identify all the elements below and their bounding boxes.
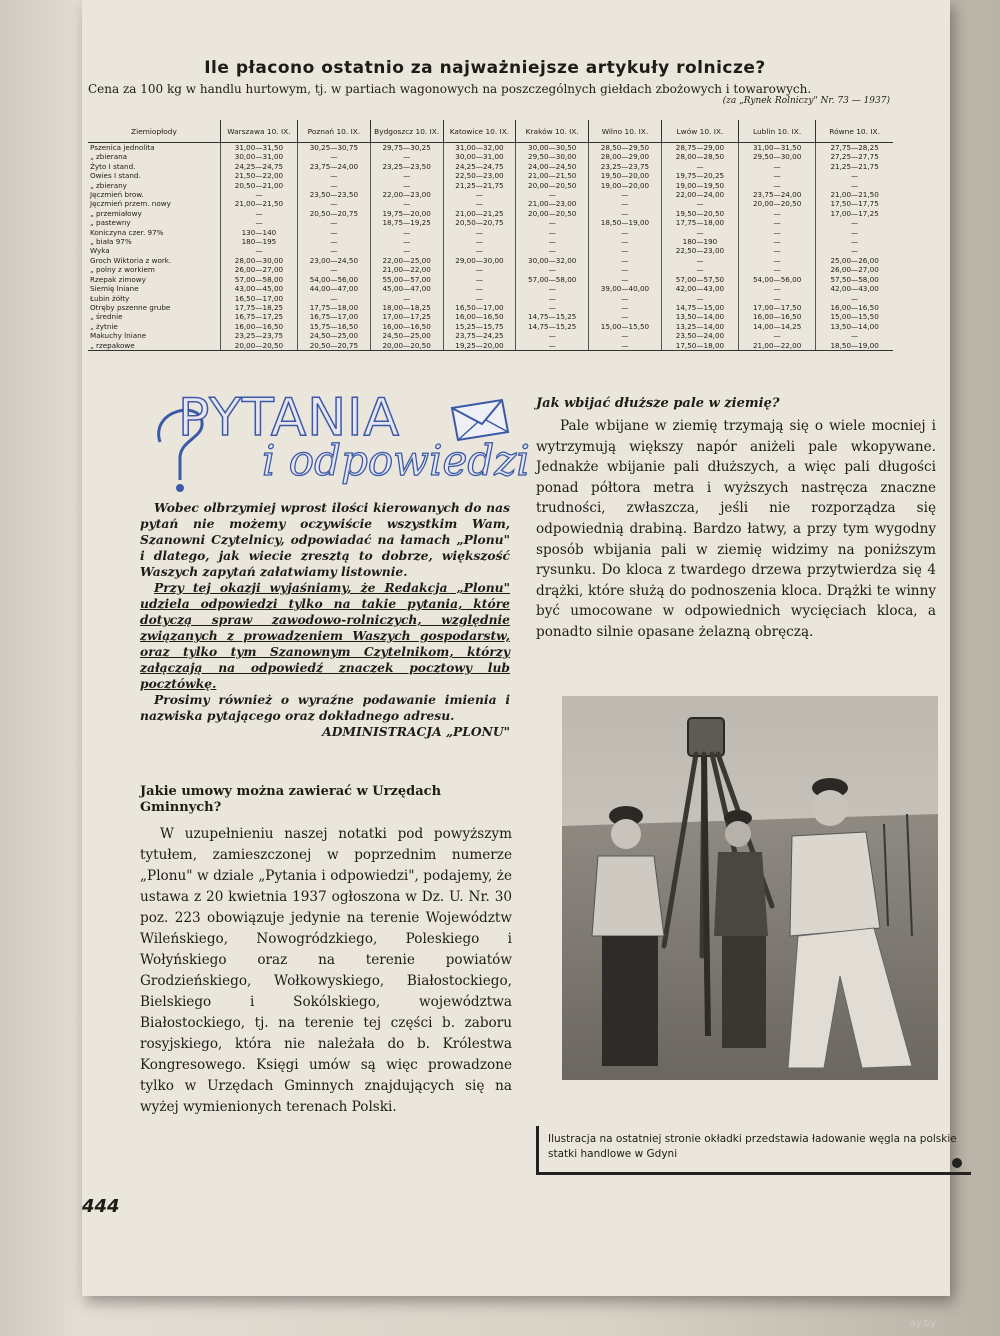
price-cell: — bbox=[443, 294, 516, 303]
intro-paragraph-2: Przy tej okazji wyjaśniamy, że Redakcja „Plonu" udziela odpowiedzi tylko na takie pytania, które dotyczą spraw zawodowo-rolniczych, względnie związanych z prowadzeniem Waszych gospodarstw, oraz tylko tym Szanownym Czytelnikom, którzy załączają na odpowiedź znaczek pocztowy lub pocztówkę. bbox=[140, 580, 510, 691]
price-cell: — bbox=[220, 246, 297, 255]
price-cell: — bbox=[816, 331, 893, 340]
price-cell: — bbox=[589, 209, 662, 218]
price-cell: 23,75—24,00 bbox=[739, 190, 816, 199]
price-cell: — bbox=[298, 246, 371, 255]
price-cell: — bbox=[516, 341, 589, 351]
price-cell: — bbox=[816, 171, 893, 180]
product-name-cell: „ zbierana bbox=[90, 152, 128, 162]
price-cell: 19,00—19,50 bbox=[661, 181, 738, 190]
table-row bbox=[88, 143, 893, 153]
price-cell: — bbox=[589, 331, 662, 340]
price-cell: — bbox=[443, 228, 516, 237]
product-name-cell: Pszenica jednolita bbox=[90, 143, 155, 152]
table-row bbox=[88, 265, 893, 274]
price-cell: — bbox=[816, 228, 893, 237]
price-cell: 21,00—22,00 bbox=[739, 341, 816, 351]
price-cell: 15,00—15,50 bbox=[816, 312, 893, 321]
table-row bbox=[88, 237, 893, 246]
caption-bullet bbox=[952, 1158, 962, 1168]
price-cell: 15,25—15,75 bbox=[443, 322, 516, 331]
price-cell: 29,50—30,00 bbox=[739, 152, 816, 161]
intro-paragraph-3: Prosimy również o wyraźne podawanie imienia i nazwiska pytającego oraz dokładnego adresu. bbox=[140, 692, 510, 723]
price-cell: 16,50—17,00 bbox=[443, 303, 516, 312]
product-name-cell: Jęczmień brow. bbox=[90, 190, 144, 200]
price-cell: 27,25—27,75 bbox=[816, 152, 893, 161]
right-article-body bbox=[536, 416, 936, 643]
price-cell: — bbox=[443, 275, 516, 284]
price-cell: — bbox=[443, 265, 516, 274]
price-cell: — bbox=[516, 284, 589, 293]
price-cell: — bbox=[298, 199, 371, 208]
price-cell: 13,50—14,00 bbox=[816, 322, 893, 331]
price-cell: 20,00—20,50 bbox=[516, 181, 589, 190]
price-cell: 23,25—23,75 bbox=[589, 162, 662, 171]
price-cell: 24,50—25,00 bbox=[370, 331, 443, 340]
price-cell: 22,00—25,00 bbox=[370, 256, 443, 265]
price-cell: 17,75—18,00 bbox=[298, 303, 371, 312]
price-cell: 21,00—22,00 bbox=[370, 265, 443, 274]
table-row bbox=[88, 303, 893, 312]
product-name-cell: „ średnie bbox=[90, 312, 123, 322]
column-header-city: Wilno 10. IX. bbox=[589, 120, 662, 143]
price-cell: — bbox=[298, 152, 371, 161]
price-cell: 28,75—29,00 bbox=[661, 143, 738, 153]
price-cell: — bbox=[443, 199, 516, 208]
price-cell: — bbox=[589, 199, 662, 208]
price-cell: 26,00—27,00 bbox=[816, 265, 893, 274]
price-cell: 21,25—21,75 bbox=[816, 162, 893, 171]
product-name-cell: „ pastewny bbox=[90, 218, 131, 228]
price-cell: 57,00—58,00 bbox=[220, 275, 297, 284]
price-cell: 180—195 bbox=[220, 237, 297, 246]
price-cell: 20,00—20,50 bbox=[370, 341, 443, 351]
price-cell: — bbox=[443, 284, 516, 293]
price-cell: — bbox=[661, 228, 738, 237]
logo-line1: PYTANIA bbox=[178, 388, 401, 448]
price-cell: 24,25—24,75 bbox=[443, 162, 516, 171]
price-cell: 18,50—19,00 bbox=[816, 341, 893, 351]
price-cell: — bbox=[516, 228, 589, 237]
price-cell: — bbox=[816, 237, 893, 246]
price-cell: — bbox=[516, 246, 589, 255]
product-name-cell: Jęczmień przem. nowy bbox=[90, 199, 171, 209]
table-row bbox=[88, 199, 893, 208]
price-table bbox=[88, 120, 893, 351]
price-cell: — bbox=[589, 237, 662, 246]
table-row bbox=[88, 256, 893, 265]
price-cell: 20,50—20,75 bbox=[443, 218, 516, 227]
column-header-city: Równe 10. IX. bbox=[816, 120, 893, 143]
price-cell: — bbox=[589, 256, 662, 265]
table-row bbox=[88, 246, 893, 255]
product-name-cell: Owies I stand. bbox=[90, 171, 141, 181]
column-header-city: Kraków 10. IX. bbox=[516, 120, 589, 143]
logo-line2: i odpowiedzi bbox=[262, 436, 530, 485]
price-cell: 20,50—21,00 bbox=[220, 181, 297, 190]
price-cell: — bbox=[589, 265, 662, 274]
price-cell: 28,00—28,50 bbox=[661, 152, 738, 161]
price-cell: — bbox=[589, 312, 662, 321]
price-table-title: Ile płacono ostatnio za najważniejsze artykuły rolnicze? bbox=[204, 58, 766, 78]
price-cell: — bbox=[739, 218, 816, 227]
intro-paragraph-1: Wobec olbrzymiej wprost ilości kierowanych do nas pytań nie możemy oczywiście wszystkim Wam, Szanowni Czytelnicy, odpowiadać na łamach „Plonu" i dlatego, jak wiecie zresztą to dobrze, większość Waszych zapytań załatwiamy listownie. bbox=[140, 500, 510, 579]
price-cell: — bbox=[298, 265, 371, 274]
price-cell: 14,75—15,25 bbox=[516, 312, 589, 321]
price-cell: 21,00—21,50 bbox=[816, 190, 893, 199]
price-cell: 17,75—18,25 bbox=[220, 303, 297, 312]
price-cell: — bbox=[370, 152, 443, 161]
price-cell: 27,75—28,25 bbox=[816, 143, 893, 153]
product-name-cell: Otręby pszenne grube bbox=[90, 302, 171, 312]
pile-driving-photo bbox=[562, 696, 938, 1080]
price-cell: 24,00—24,50 bbox=[516, 162, 589, 171]
price-cell: — bbox=[589, 228, 662, 237]
price-cell: 31,00—31,50 bbox=[739, 143, 816, 153]
price-cell: 18,00—18,25 bbox=[370, 303, 443, 312]
price-cell: 23,75—24,25 bbox=[443, 331, 516, 340]
right-article-paragraph: Pale wbijane w ziemię trzymają się o wiele mocniej i wytrzymują większy napór aniżeli pale wkopywane. Jednakże wbijanie pali dłuższych, a więc pali długości ponad półtora metra i wyższych nastręcza znaczne trudności, zwłaszcza, jeśli nie rozporządza się odpowiednią drabiną. Bardzo łatwy, a przy tym wygodny sposób wbijania pali w ziemię widzimy na poniższym rysunku. Do kloca z twardego drzewa przytwierdza się 4 drążki, które służą do podnoszenia kloca. Drążki te winny być umocowane w odpowiednich wycięciach kloca, a ponadto silnie opasane żelazną obręczą. bbox=[536, 418, 936, 640]
table-row bbox=[88, 152, 893, 161]
price-cell: 57,50—58,00 bbox=[816, 275, 893, 284]
price-cell: 17,50—17,75 bbox=[816, 199, 893, 208]
price-cell: — bbox=[516, 218, 589, 227]
table-row bbox=[88, 209, 893, 218]
price-cell: 54,00—56,00 bbox=[298, 275, 371, 284]
price-cell: 23,50—23,50 bbox=[298, 190, 371, 199]
left-article-paragraph: W uzupełnieniu naszej notatki pod powyższym tytułem, zamieszczonej w poprzednim numerze „Plonu" w dziale „Pytania i odpowiedzi", podajemy, że ustawa z 20 kwietnia 1937 ogłoszona w Dz. U. Nr. 30 poz. 223 obowiązuje jedynie na terenie Województw Wileńskiego, Nowogródzkiego, Poleskiego i Wołyńskiego oraz na terenie powiatów Grodzieńskiego, Wołkowyskiego, Białostockiego, Bielskiego i Sokólskiego, województwa Białostockiego, tj. na terenie tej części b. zaboru rosyjskiego, która nie należała do b. Królestwa Kongresowego. Księgi umów są więc prowadzone tylko w Urzędach Gminnych znajdujących się na wyżej wymienionych terenach Polski. bbox=[140, 826, 512, 1115]
price-cell: — bbox=[739, 237, 816, 246]
product-name-cell: „ żytnie bbox=[90, 321, 118, 331]
table-row bbox=[88, 284, 893, 293]
price-cell: 20,00—20,50 bbox=[220, 341, 297, 351]
price-cell: — bbox=[370, 199, 443, 208]
price-cell: — bbox=[739, 228, 816, 237]
price-cell: — bbox=[516, 331, 589, 340]
price-cell: 19,50—20,00 bbox=[589, 171, 662, 180]
price-cell: 30,25—30,75 bbox=[298, 143, 371, 153]
intro-notice bbox=[140, 500, 510, 740]
product-name-cell: Rzepak zimowy bbox=[90, 274, 146, 284]
price-table-subtitle: Cena za 100 kg w handlu hurtowym, tj. w partiach wagonowych na poszczególnych giełdach zbożowych i towarowych. bbox=[88, 82, 812, 96]
column-header-city: Poznań 10. IX. bbox=[298, 120, 371, 143]
photo-caption: Ilustracja na ostatniej stronie okładki przedstawia ładowanie węgla na polskie statki handlowe w Gdyni bbox=[548, 1133, 957, 1160]
table-row bbox=[88, 218, 893, 227]
price-cell: 20,50—20,75 bbox=[298, 209, 371, 218]
price-cell: 16,75—17,00 bbox=[298, 312, 371, 321]
price-cell: — bbox=[298, 171, 371, 180]
price-cell: 13,25—14,00 bbox=[661, 322, 738, 331]
product-name-cell: Koniczyna czer. 97% bbox=[90, 227, 164, 237]
price-cell: — bbox=[589, 303, 662, 312]
product-name-cell: Groch Wiktoria z work. bbox=[90, 255, 172, 265]
table-row bbox=[88, 190, 893, 199]
price-cell: — bbox=[298, 181, 371, 190]
product-name-cell: „ polny z workiem bbox=[90, 265, 155, 275]
price-cell: 45,00—47,00 bbox=[370, 284, 443, 293]
price-cell: 14,75—15,00 bbox=[661, 303, 738, 312]
price-cell: 30,00—30,50 bbox=[516, 143, 589, 153]
watermark: ay.by bbox=[910, 1318, 937, 1329]
price-cell: 17,00—17,25 bbox=[370, 312, 443, 321]
price-cell: — bbox=[220, 190, 297, 199]
price-cell: — bbox=[739, 209, 816, 218]
right-article-heading: Jak wbijać dłuższe pale w ziemię? bbox=[536, 396, 780, 411]
price-cell: 23,25—23,75 bbox=[220, 331, 297, 340]
price-cell: 14,00—14,25 bbox=[739, 322, 816, 331]
price-cell: — bbox=[443, 190, 516, 199]
product-name-cell: „ rzepakowe bbox=[88, 341, 220, 351]
table-row bbox=[88, 294, 893, 303]
price-cell: — bbox=[739, 181, 816, 190]
intro-signature: ADMINISTRACJA „PLONU" bbox=[322, 724, 510, 739]
price-cell: 22,00—23,00 bbox=[370, 190, 443, 199]
price-cell: 23,00—24,50 bbox=[298, 256, 371, 265]
price-cell: 24,50—25,00 bbox=[298, 331, 371, 340]
product-name-cell: Łubin żółty bbox=[90, 293, 130, 303]
price-cell: 19,25—20,00 bbox=[443, 341, 516, 351]
price-cell: — bbox=[516, 237, 589, 246]
column-header-city: Warszawa 10. IX. bbox=[220, 120, 297, 143]
envelope-icon bbox=[452, 400, 508, 440]
price-cell: — bbox=[739, 246, 816, 255]
price-cell: 180—190 bbox=[661, 237, 738, 246]
price-cell: 19,75—20,00 bbox=[370, 209, 443, 218]
price-cell: — bbox=[220, 209, 297, 218]
table-row bbox=[88, 275, 893, 284]
price-cell: 21,00—21,25 bbox=[443, 209, 516, 218]
price-cell: — bbox=[589, 246, 662, 255]
price-cell: — bbox=[443, 246, 516, 255]
price-cell: — bbox=[443, 237, 516, 246]
price-cell: 43,00—45,00 bbox=[220, 284, 297, 293]
product-name-cell: „ zbierany bbox=[90, 180, 127, 190]
price-cell: 18,75—19,25 bbox=[370, 218, 443, 227]
price-cell: — bbox=[661, 199, 738, 208]
price-cell: 19,50—20,50 bbox=[661, 209, 738, 218]
price-cell: 22,50—23,00 bbox=[443, 171, 516, 180]
price-cell: 31,00—32,00 bbox=[443, 143, 516, 153]
price-cell: — bbox=[589, 275, 662, 284]
price-cell: — bbox=[298, 218, 371, 227]
product-name-cell: Makuchy lniane bbox=[90, 331, 147, 341]
price-cell: — bbox=[516, 265, 589, 274]
price-cell: 19,00—20,00 bbox=[589, 181, 662, 190]
price-cell: 28,00—30,00 bbox=[220, 256, 297, 265]
table-row bbox=[88, 322, 893, 331]
price-cell: — bbox=[370, 228, 443, 237]
price-cell: 28,50—29,50 bbox=[589, 143, 662, 153]
price-cell: 23,50—24,00 bbox=[661, 331, 738, 340]
price-cell: 17,00—17,50 bbox=[739, 303, 816, 312]
column-header-product: Ziemiopłody bbox=[88, 120, 220, 143]
price-cell: — bbox=[298, 228, 371, 237]
price-cell: — bbox=[589, 190, 662, 199]
price-cell: 57,00—58,00 bbox=[516, 275, 589, 284]
price-cell: 54,00—56,00 bbox=[739, 275, 816, 284]
price-cell: 55,00—57,00 bbox=[370, 275, 443, 284]
price-cell: — bbox=[220, 218, 297, 227]
price-cell: 23,75—24,00 bbox=[298, 162, 371, 171]
price-cell: 21,00—21,50 bbox=[220, 199, 297, 208]
price-cell: 16,00—16,50 bbox=[816, 303, 893, 312]
table-row bbox=[88, 312, 893, 321]
price-cell: 29,00—30,00 bbox=[443, 256, 516, 265]
product-name-cell: Siemię lniane bbox=[90, 284, 139, 294]
price-table-source: (za „Rynek Rolniczy" Nr. 73 — 1937) bbox=[722, 96, 890, 106]
price-cell: 19,75—20,25 bbox=[661, 171, 738, 180]
price-cell: 25,00—26,00 bbox=[816, 256, 893, 265]
price-cell: 15,00—15,50 bbox=[589, 322, 662, 331]
table-row bbox=[88, 331, 893, 340]
price-cell: 16,00—16,50 bbox=[443, 312, 516, 321]
price-cell: 26,00—27,00 bbox=[220, 265, 297, 274]
price-cell: — bbox=[816, 218, 893, 227]
price-cell: 14,75—15,25 bbox=[516, 322, 589, 331]
price-cell: — bbox=[370, 181, 443, 190]
table-row bbox=[88, 228, 893, 237]
price-cell: — bbox=[516, 294, 589, 303]
price-cell: — bbox=[589, 294, 662, 303]
price-cell: 42,00—43,00 bbox=[661, 284, 738, 293]
price-cell: — bbox=[661, 162, 738, 171]
price-cell: — bbox=[661, 265, 738, 274]
price-table-body bbox=[88, 143, 893, 351]
price-cell: 29,75—30,25 bbox=[370, 143, 443, 153]
price-cell: 22,50—23,00 bbox=[661, 246, 738, 255]
price-cell: — bbox=[739, 331, 816, 340]
price-cell: 13,50—14,00 bbox=[661, 312, 738, 321]
column-header-city: Lwów 10. IX. bbox=[661, 120, 738, 143]
price-cell: — bbox=[298, 237, 371, 246]
price-cell: — bbox=[661, 294, 738, 303]
price-cell: — bbox=[516, 303, 589, 312]
price-cell: 28,00—29,00 bbox=[589, 152, 662, 161]
left-article-heading: Jakie umowy można zawierać w Urzędach Gminnych? bbox=[140, 784, 442, 815]
price-cell: 23,25—23,50 bbox=[370, 162, 443, 171]
price-cell: 29,50—30,00 bbox=[516, 152, 589, 161]
price-cell: 39,00—40,00 bbox=[589, 284, 662, 293]
price-cell: 57,00—57,50 bbox=[661, 275, 738, 284]
price-cell: 17,00—17,25 bbox=[816, 209, 893, 218]
price-cell: — bbox=[370, 246, 443, 255]
price-cell: — bbox=[816, 246, 893, 255]
price-cell: — bbox=[739, 162, 816, 171]
price-cell: 16,50—17,00 bbox=[220, 294, 297, 303]
price-cell: — bbox=[298, 294, 371, 303]
price-cell: — bbox=[370, 294, 443, 303]
product-name-cell: Żyto I stand. bbox=[90, 161, 136, 171]
product-name-cell: „ przemiałowy bbox=[90, 208, 142, 218]
table-row bbox=[88, 171, 893, 180]
price-cell: — bbox=[816, 294, 893, 303]
price-cell: 21,25—21,75 bbox=[443, 181, 516, 190]
price-cell: — bbox=[589, 341, 662, 351]
price-cell: 30,00—31,00 bbox=[443, 152, 516, 161]
column-header-city: Bydgoszcz 10. IX. bbox=[370, 120, 443, 143]
price-cell: 15,75—16,50 bbox=[298, 322, 371, 331]
price-cell: 31,00—31,50 bbox=[220, 143, 297, 153]
product-name-cell: „ biała 97% bbox=[90, 237, 132, 247]
price-cell: 17,50—18,00 bbox=[661, 341, 738, 351]
price-cell: 21,00—23,00 bbox=[516, 199, 589, 208]
price-cell: — bbox=[739, 284, 816, 293]
price-cell: 16,00—16,50 bbox=[220, 322, 297, 331]
table-row bbox=[88, 341, 893, 351]
price-cell: 42,00—43,00 bbox=[816, 284, 893, 293]
price-cell: 21,50—22,00 bbox=[220, 171, 297, 180]
price-cell: 17,75—18,00 bbox=[661, 218, 738, 227]
price-cell: — bbox=[516, 190, 589, 199]
price-cell: — bbox=[739, 265, 816, 274]
price-table-header bbox=[88, 120, 893, 143]
price-cell: 30,00—31,00 bbox=[220, 152, 297, 161]
price-cell: 20,50—20,75 bbox=[298, 341, 371, 351]
price-cell: 44,00—47,00 bbox=[298, 284, 371, 293]
price-cell: 30,00—32,00 bbox=[516, 256, 589, 265]
left-article-body bbox=[140, 824, 512, 1118]
price-cell: — bbox=[739, 171, 816, 180]
price-cell: 16,00—16,50 bbox=[739, 312, 816, 321]
price-cell: 21,00—21,50 bbox=[516, 171, 589, 180]
price-cell: 22,00—24,00 bbox=[661, 190, 738, 199]
column-header-city: Katowice 10. IX. bbox=[443, 120, 516, 143]
price-cell: 130—140 bbox=[220, 228, 297, 237]
column-header-city: Lublin 10. IX. bbox=[739, 120, 816, 143]
table-row bbox=[88, 162, 893, 171]
price-cell: 16,75—17,25 bbox=[220, 312, 297, 321]
price-cell: 24,25—24,75 bbox=[220, 162, 297, 171]
price-cell: 18,50—19,00 bbox=[589, 218, 662, 227]
price-cell: 20,00—20,50 bbox=[739, 199, 816, 208]
price-cell: — bbox=[370, 237, 443, 246]
price-cell: — bbox=[739, 256, 816, 265]
price-cell: — bbox=[661, 256, 738, 265]
price-cell: — bbox=[370, 171, 443, 180]
product-name-cell: Wyka bbox=[90, 246, 110, 256]
price-cell: 20,00—20,50 bbox=[516, 209, 589, 218]
price-cell: — bbox=[739, 294, 816, 303]
price-cell: 16,00—16,50 bbox=[370, 322, 443, 331]
page-number: 444 bbox=[82, 1196, 120, 1217]
price-cell: — bbox=[816, 181, 893, 190]
table-row bbox=[88, 181, 893, 190]
